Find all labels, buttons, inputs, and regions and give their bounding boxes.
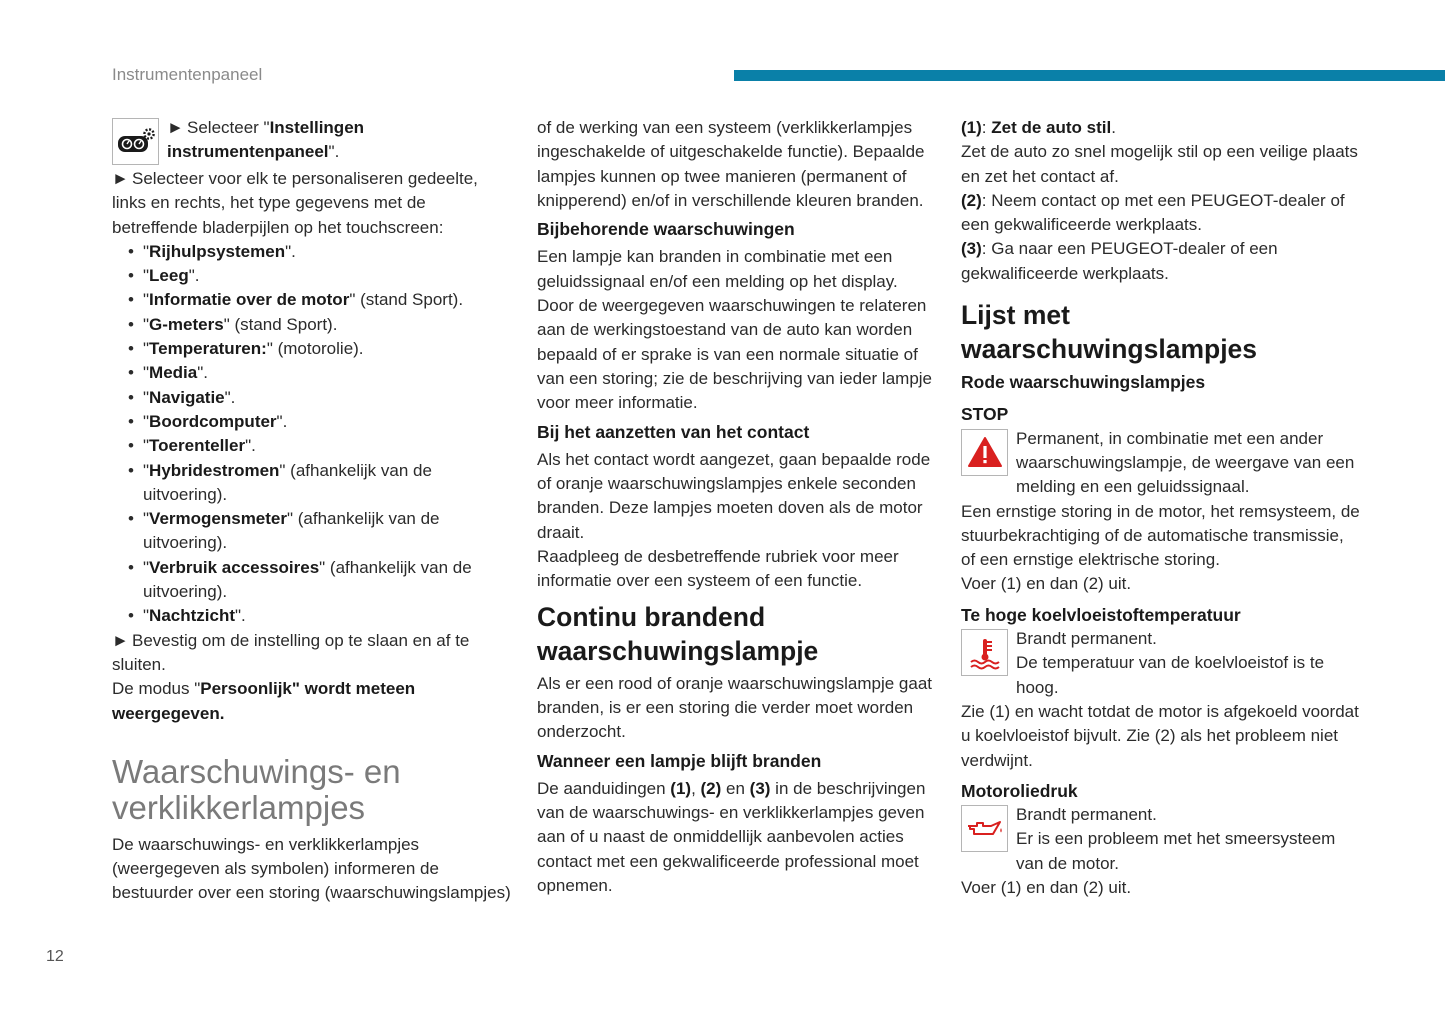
action-1: (1): Zet de auto stil. [961,118,1116,137]
list-item: • "Boordcomputer". [128,410,512,434]
action-3: (3): Ga naar een PEUGEOT-dealer of een gekwalificeerde werkplaats. [961,239,1278,283]
select-settings-instruction: ► Selecteer "Instellingen instrumentenpaneel". [167,118,365,162]
subheading-ignition: Bij het aanzetten van het contact [537,421,810,442]
paragraph: Raadpleeg de desbetreffende rubriek voor meer informatie over een systeem of een functie. [537,547,899,591]
heading-continuous-lamp: Continu brandend waarschuwingslampje [537,601,819,666]
coolant-title: Te hoge koelvloeistoftemperatuur [961,604,1241,625]
paragraph: Brandt permanent. [1016,629,1157,649]
stop-title: STOP [961,404,1009,425]
column-3 [961,116,1361,900]
list-item: • "Nachtzicht". [128,604,512,628]
paragraph: Een ernstige storing in de motor, het remsysteem, de stuurbekrachtiging of de automatische transmissie, of een ernstige elektrische storing. [961,501,1360,570]
paragraph: Zie (1) en wacht totdat de motor is afgekoeld voordat u koelvloeistof bijvult. Zie (2) als het probleem niet verdwijnt. [961,701,1359,770]
page-header-title: Instrumentenpaneel [112,65,263,84]
page-number: 12 [46,948,64,965]
action-2: (2): Neem contact op met een PEUGEOT-dealer of een gekwalificeerde werkplaats. [961,190,1345,235]
list-item: • "Hybridestromen" (afhankelijk van de uitvoering). [128,459,512,508]
list-item: • "Vermogensmeter" (afhankelijk van de uitvoering). [128,507,512,556]
mode-note: De modus "Persoonlijk" wordt meteen weergegeven. [112,679,416,723]
subheading-red-lamps: Rode waarschuwingslampjes [961,372,1206,393]
stop-warning-icon [961,429,1008,476]
list-item: • "Verbruik accessoires" (afhankelijk van de uitvoering). [128,556,512,605]
list-item: • "Leeg". [128,264,512,288]
subheading-associated-warnings: Bijbehorende waarschuwingen [537,219,795,240]
arrow-icon: ► [167,118,184,137]
paragraph: Er is een probleem met het smeersysteem van de motor. [1016,829,1336,873]
paragraph: De aanduidingen (1), (2) en (3) in de beschrijvingen van de waarschuwings- en verklikkerlampjes geven aan of u naast de onmiddellijk aanbevolen acties contact met een gekwalificeerde professional moet opnemen. [537,778,926,896]
list-item: • "G-meters" (stand Sport). [128,313,512,337]
list-item: • "Toerenteller". [128,434,512,458]
list-item: • "Rijhulpsystemen". [128,240,512,264]
select-instruction: ► Selecteer voor elk te personaliseren gedeelte, links en rechts, het type gegevens met de betreffende bladerpijlen op het touchscreen: [112,169,478,237]
header-accent-bar [734,70,1445,81]
section-heading: Waarschuwings- en verklikkerlampjes [112,752,401,826]
paragraph: De temperatuur van de koelvloeistof is te hoog. [1016,653,1325,697]
subheading-lamp-stays-on: Wanneer een lampje blijft branden [537,750,822,771]
list-item: • "Temperaturen:" (motorolie). [128,337,512,361]
paragraph: Zet de auto zo snel mogelijk stil op een veilige plaats en zet het contact af. [961,142,1358,186]
confirm-instruction: ► Bevestig om de instelling op te slaan en af te sluiten. [112,630,470,674]
options-list [112,240,512,629]
paragraph: of de werking van een systeem (verklikkerlampjes ingeschakelde of uitgeschakelde functie). Bepaalde lampjes kunnen op twee manieren (permanent of knipperend) en/of in verschillende kleuren branden. [537,118,925,210]
list-item: • "Media". [128,361,512,385]
column-2 [537,116,937,898]
paragraph: Voer (1) en dan (2) uit. [961,574,1132,594]
coolant-temperature-icon [961,629,1008,676]
heading-lamp-list: Lijst met waarschuwingslampjes [961,300,1258,365]
column-1 [112,116,512,906]
intro-paragraph: De waarschuwings- en verklikkerlampjes (weergegeven als symbolen) informeren de bestuurder over een storing (waarschuwingslampjes) [112,834,511,903]
oil-pressure-title: Motoroliedruk [961,780,1078,801]
paragraph: Permanent, in combinatie met een ander waarschuwingslampje, de weergave van een melding en een geluidssignaal. [1016,428,1355,497]
paragraph: Een lampje kan branden in combinatie met een geluidssignaal en/of een melding op het display. Door de weergegeven waarschuwingen te relateren aan de werkingstoestand van de auto kan worden bepaald of er sprake is van een normale situatie of van een storing; zie de beschrijving van ieder lampje voor meer informatie. [537,247,933,413]
list-item: • "Navigatie". [128,386,512,410]
paragraph: Voer (1) en dan (2) uit. [961,878,1132,898]
list-item: • "Informatie over de motor" (stand Sport). [128,288,512,312]
paragraph: Als het contact wordt aangezet, gaan bepaalde rode of oranje waarschuwingslampjes enkele seconden branden. Deze lampjes moeten doven als de motor draait. [537,449,931,542]
dashboard-settings-icon [112,118,159,165]
paragraph: Als er een rood of oranje waarschuwingslampje gaat branden, is er een storing die verder moet worden onderzocht. [537,673,933,742]
oil-pressure-icon [961,805,1008,852]
arrow-icon: ► [112,169,129,188]
arrow-icon: ► [112,630,129,650]
paragraph: Brandt permanent. [1016,805,1157,825]
